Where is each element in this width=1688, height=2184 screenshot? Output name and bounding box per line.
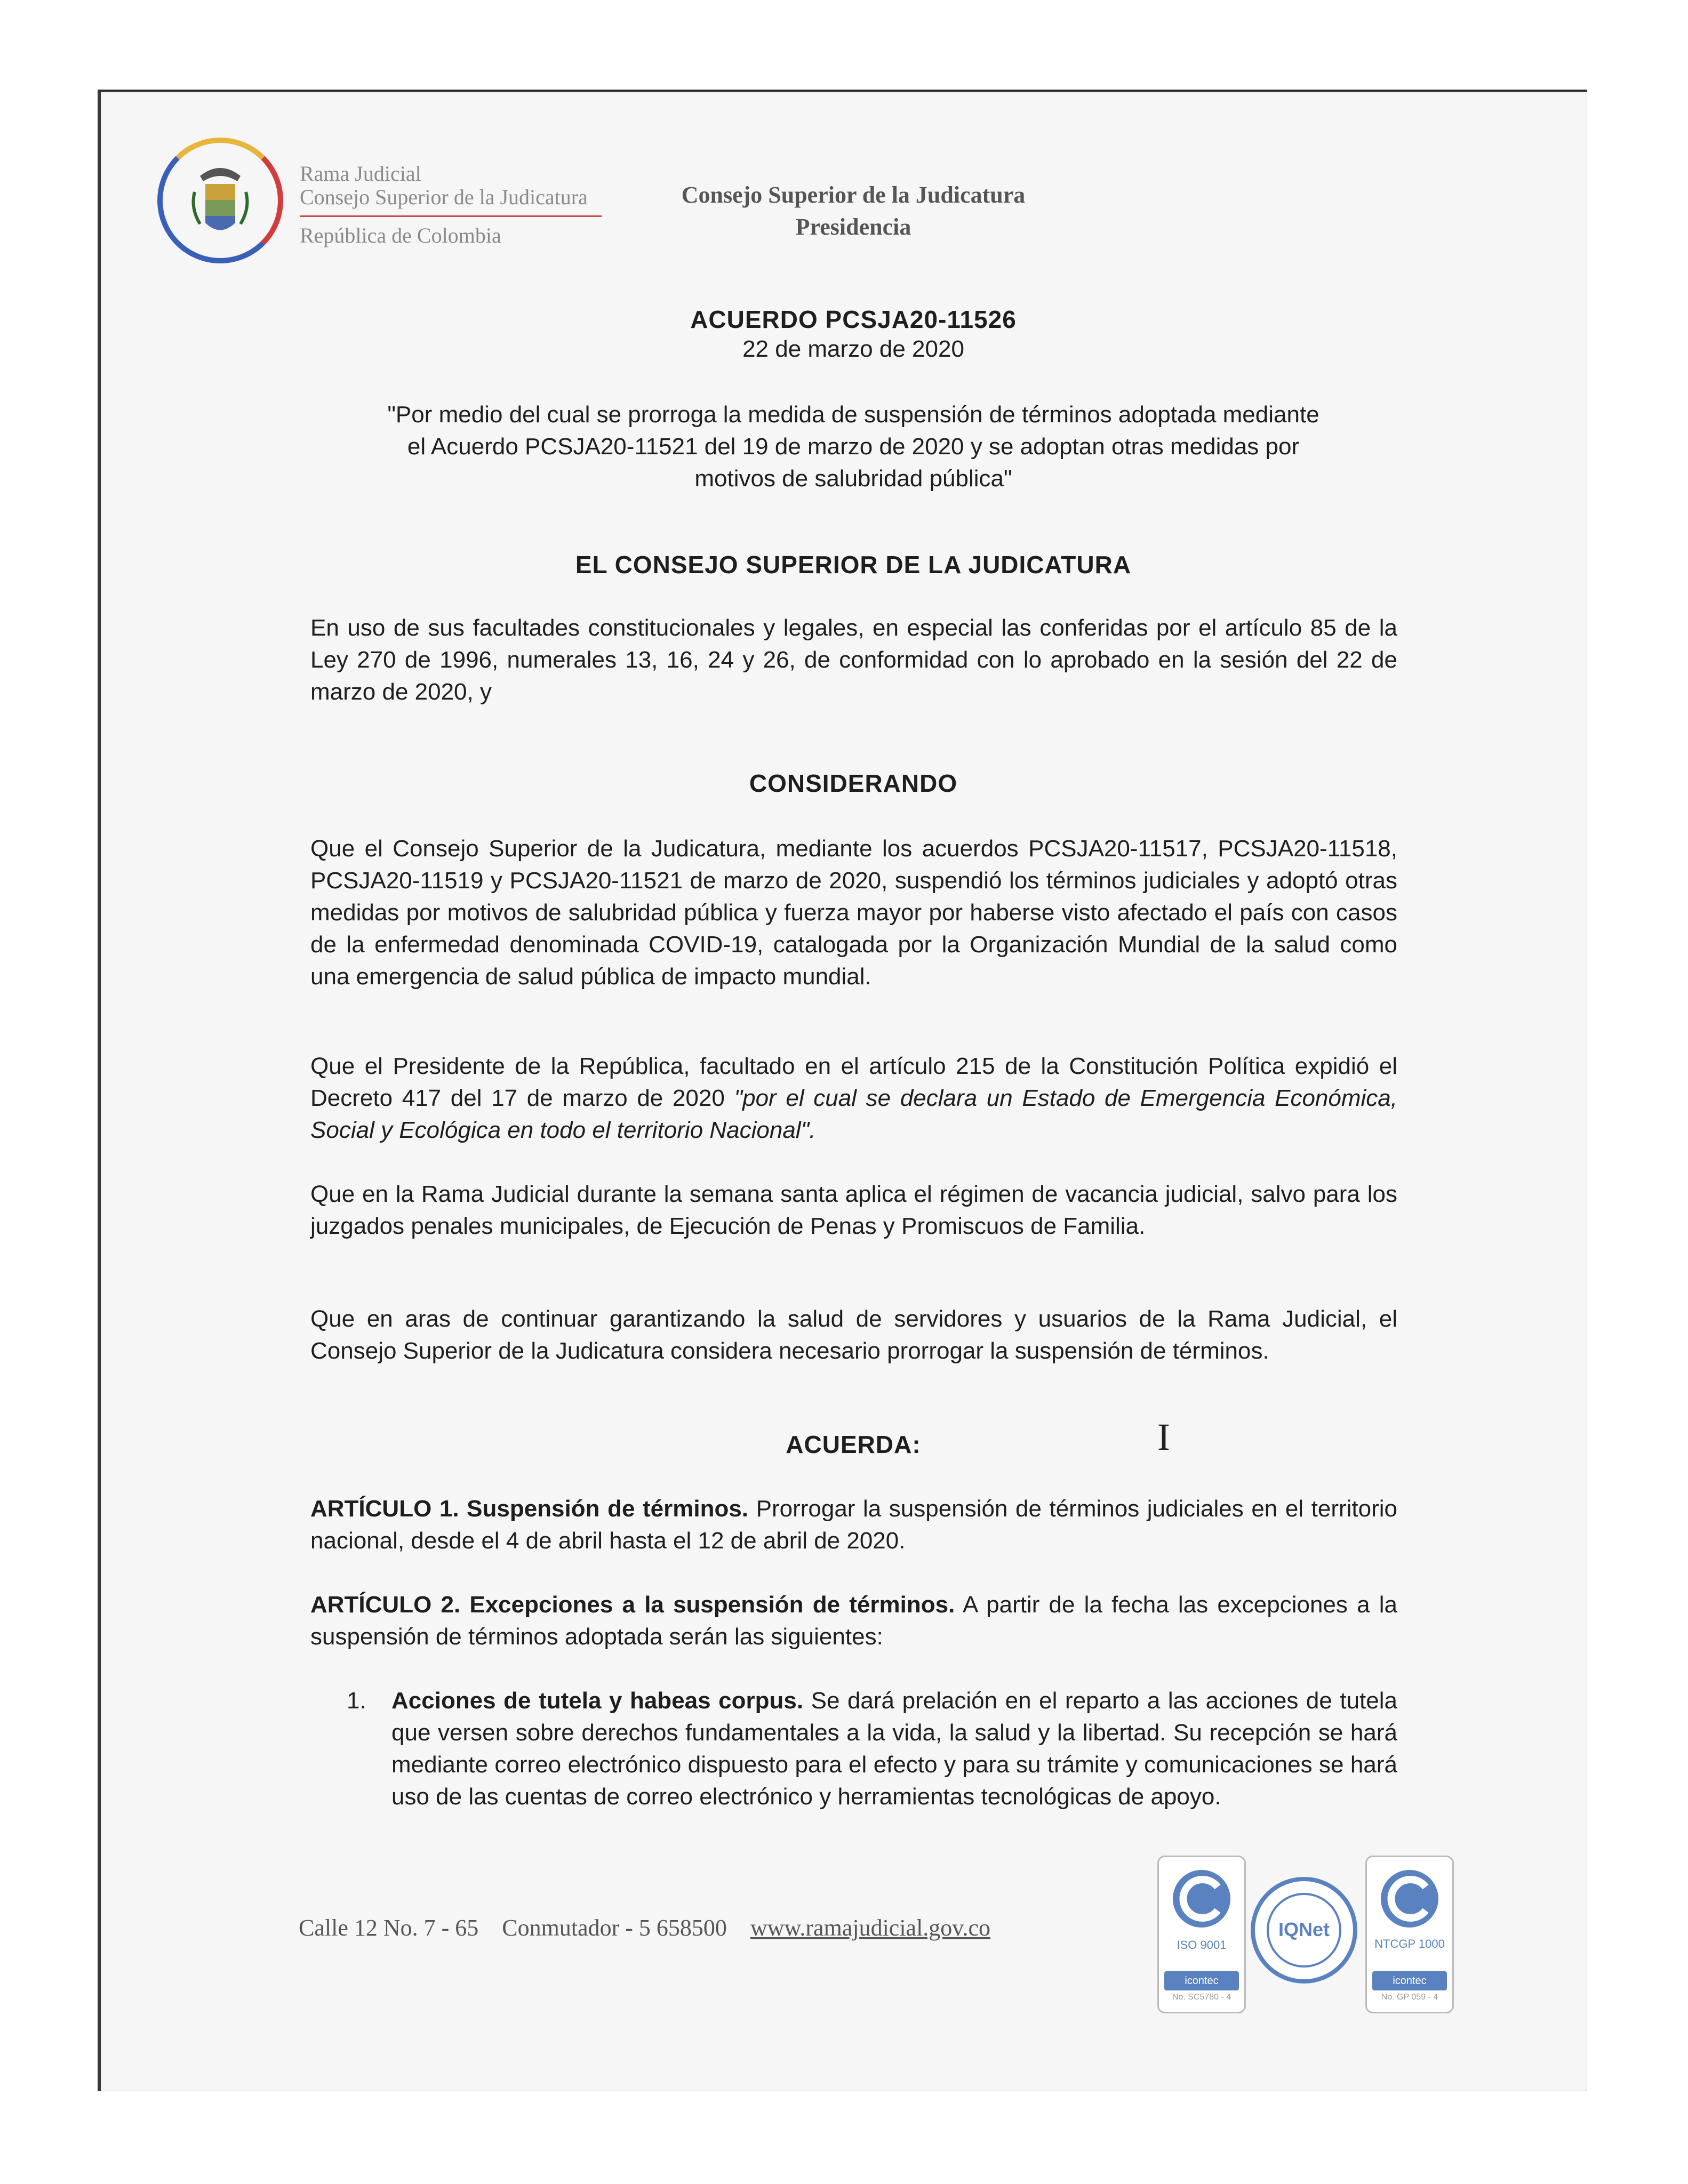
icontec-brand-1: icontec [1164,1971,1239,1990]
list-item-number: 1. [347,1688,366,1714]
iso-9001-label: ISO 9001 [1177,1938,1227,1952]
org-line-1: Rama Judicial [300,162,421,186]
acuerdo-date: 22 de marzo de 2020 [742,336,964,362]
considerando-heading: CONSIDERANDO [749,769,958,797]
article-2-label: ARTÍCULO 2. Excepciones a la suspensión de términos. [310,1592,955,1618]
considerando-paragraph-2 [310,1050,1397,1146]
article-2-text: A partir de la fecha las excepciones a la suspensión de términos adoptada serán las siguientes: [310,1592,1397,1650]
subject-line-2: el Acuerdo PCSJA20-11521 del 19 de marzo de 2020 y se adoptan otras medidas por [407,433,1300,460]
text-cursor-icon: I [1157,1416,1170,1458]
icontec-logo-icon [1379,1868,1441,1930]
article-1-text: Prorrogar la suspensión de términos judiciales en el territorio nacional, desde el 4 de abril hasta el 12 de abril de 2020. [310,1496,1397,1554]
subject-line-1: "Por medio del cual se prorroga la medida de suspensión de términos adoptada mediante [387,402,1319,428]
iso-9001-badge [1157,1856,1246,2013]
icontec-logo-icon [1171,1868,1233,1930]
ntcgp-1000-badge [1365,1856,1454,2013]
considerando-paragraph-1: Que el Consejo Superior de la Judicatura, mediante los acuerdos PCSJA20-11517, PCSJA20-11518, PCSJA20-11519 y PCSJA20-11521 de marzo de 2020, suspendió los términos judiciales y adoptó otras medidas por motivos de salubridad pública y fuerza mayor por haberse visto afectado el país con casos de la enfermedad denominada COVID-19, catalogada por la Organización Mundial de la salud como una emergencia de salud pública de impacto mundial. [310,836,1397,990]
issuer-heading: EL CONSEJO SUPERIOR DE LA JUDICATURA [575,551,1132,579]
article-2 [310,1589,1397,1653]
iqnet-label: IQNet [1278,1918,1330,1940]
subject-line-3: motivos de salubridad pública" [694,465,1012,492]
list-item-1-text: Se dará prelación en el reparto a las acciones de tutela que versen sobre derechos fundamentales a la vida, la salud y la libertad. Su recepción se hará mediante correo electrónico dispuesto para el efecto y para su trámite y comunicaciones se hará uso de las cuentas de correo electrónico y herramientas tecnológicas de apoyo. [391,1688,1397,1810]
footer-contact [299,1914,990,1941]
header-title: Consejo Superior de la Judicatura [681,182,1026,208]
ntcgp-1000-registration: No. GP 059 - 4 [1381,1993,1438,2002]
footer-url-link[interactable]: www.ramajudicial.gov.co [750,1915,990,1941]
org-line-2: Consejo Superior de la Judicatura [300,185,588,209]
considerando-2-text: Que el Presidente de la República, facultado en el artículo 215 de la Constitución Política expidió el Decreto 417 del 17 de marzo de 2020 [310,1053,1397,1111]
ntcgp-1000-label: NTCGP 1000 [1374,1937,1445,1950]
header-subtitle: Presidencia [795,214,911,240]
coat-of-arms-icon [189,160,251,240]
preamble-paragraph: En uso de sus facultades constitucionales y legales, en especial las conferidas por el artículo 85 de la Ley 270 de 1996, numerales 13, 16, 24 y 26, de conformidad con lo aprobado en la sesión del 22 de marzo de 2020, y [310,615,1397,705]
article-1 [310,1493,1397,1557]
iso-9001-registration: No. SC5780 - 4 [1172,1993,1231,2002]
article-1-label: ARTÍCULO 1. Suspensión de términos. [310,1496,749,1522]
list-item-1 [391,1685,1397,1813]
list-item-1-label: Acciones de tutela y habeas corpus. [391,1688,804,1714]
decree-title: "por el cual se declara un Estado de Emergencia Económica, Social y Ecológica en todo el territorio Nacional". [310,1085,1397,1143]
header-divider [300,215,602,217]
considerando-paragraph-4: Que en aras de continuar garantizando la salud de servidores y usuarios de la Rama Judicial, el Consejo Superior de la Judicatura considera necesario prorrogar la suspensión de términos. [310,1306,1397,1364]
iqnet-badge [1251,1877,1357,1984]
footer-phone: Conmutador - 5 658500 [502,1915,727,1941]
footer-address: Calle 12 No. 7 - 65 [299,1915,479,1941]
acuerdo-subject [299,399,1408,495]
acuerdo-number: ACUERDO PCSJA20-11526 [690,306,1017,333]
icontec-brand-2: icontec [1372,1971,1447,1990]
acuerda-heading: ACUERDA: [786,1431,921,1458]
considerando-paragraph-3: Que en la Rama Judicial durante la semana santa aplica el régimen de vacancia judicial, salvo para los juzgados penales municipales, de Ejecución de Penas y Promiscuos de Familia. [310,1181,1397,1239]
org-line-3: República de Colombia [300,223,501,247]
